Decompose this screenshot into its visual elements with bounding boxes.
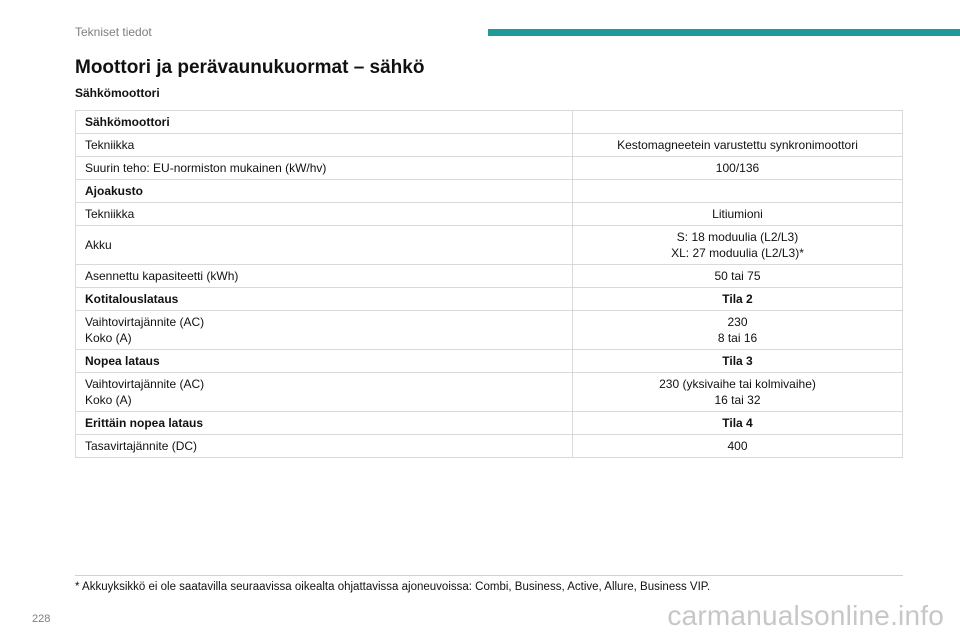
table-cell-value — [573, 311, 903, 350]
table-cell-line: Vaihtovirtajännite (AC) — [85, 315, 205, 329]
table-cell-line: Asennettu kapasiteetti (kWh) — [85, 269, 239, 283]
table-row — [76, 311, 903, 350]
footnote: * Akkuyksikkö ei ole saatavilla seuraavissa oikealta ohjattavissa ajoneuvoissa: Combi, Business, Active, Allure, Business VIP. — [75, 581, 711, 593]
table-cell-line: Vaihtovirtajännite (AC) — [85, 377, 205, 391]
table-cell-line: Tila 4 — [722, 416, 753, 430]
table-cell-line: Ajoakusto — [85, 184, 144, 198]
table-cell-line: Litiumioni — [712, 207, 763, 221]
footnote-divider — [75, 575, 903, 576]
running-header: Tekniset tiedot — [75, 25, 152, 39]
section-title: Sähkömoottori — [75, 86, 160, 100]
table-cell-value — [573, 180, 903, 203]
table-cell-line: 8 tai 16 — [717, 331, 758, 345]
table-cell-value — [573, 350, 903, 373]
table-section-row — [76, 412, 903, 435]
page-number: 228 — [32, 613, 51, 625]
table-cell-line: S: 18 moduulia (L2/L3) — [676, 230, 799, 244]
table-cell-value — [573, 265, 903, 288]
table-cell-value — [573, 111, 903, 134]
table-cell-label — [76, 203, 573, 226]
table-cell-value — [573, 435, 903, 458]
table-cell-line: Nopea lataus — [85, 354, 160, 368]
table-cell-line: Suurin teho: EU-normiston mukainen (kW/hv) — [85, 161, 327, 175]
table-cell-label — [76, 373, 573, 412]
header-accent-bar — [488, 29, 960, 36]
table-row — [76, 435, 903, 458]
table-cell-line: Koko (A) — [85, 393, 132, 407]
table-cell-line: Erittäin nopea lataus — [85, 416, 204, 430]
table-cell-line: Sähkömoottori — [85, 115, 170, 129]
table-row — [76, 373, 903, 412]
table-row — [76, 157, 903, 180]
table-cell-line: Akku — [85, 238, 112, 252]
table-cell-line: Tekniikka — [85, 207, 135, 221]
table-cell-line: 100/136 — [715, 161, 760, 175]
table-row — [76, 226, 903, 265]
table-cell-line: Koko (A) — [85, 331, 132, 345]
table-section-row — [76, 350, 903, 373]
table-row — [76, 203, 903, 226]
table-cell-label — [76, 350, 573, 373]
table-cell-label — [76, 435, 573, 458]
table-cell-line: XL: 27 moduulia (L2/L3)* — [671, 246, 804, 260]
table-cell-line: 230 (yksivaihe tai kolmivaihe) — [659, 377, 816, 391]
table-cell-label — [76, 180, 573, 203]
table-cell-line: 230 — [727, 315, 748, 329]
table-cell-value — [573, 373, 903, 412]
watermark: carmanualsonline.info — [667, 600, 944, 631]
table-cell-value — [573, 157, 903, 180]
table-cell-value — [573, 412, 903, 435]
table-cell-line: Kestomagneetein varustettu synkronimoottori — [617, 138, 858, 152]
table-cell-line: Tekniikka — [85, 138, 135, 152]
table-cell-label — [76, 157, 573, 180]
page-title: Moottori ja perävaunukuormat – sähkö — [75, 57, 425, 78]
table-section-row — [76, 180, 903, 203]
table-cell-label — [76, 111, 573, 134]
table-section-row — [76, 288, 903, 311]
table-cell-label — [76, 288, 573, 311]
table-cell-value — [573, 226, 903, 265]
table-cell-line: 400 — [727, 439, 748, 453]
table-cell-line: Tasavirtajännite (DC) — [85, 439, 198, 453]
table-cell-line: Kotitalouslataus — [85, 292, 179, 306]
spec-table-body — [76, 111, 903, 458]
table-cell-line: 50 tai 75 — [714, 269, 761, 283]
table-cell-label — [76, 265, 573, 288]
table-cell-label — [76, 226, 573, 265]
table-cell-label — [76, 311, 573, 350]
table-row — [76, 265, 903, 288]
table-cell-value — [573, 134, 903, 157]
table-section-row — [76, 111, 903, 134]
table-cell-value — [573, 288, 903, 311]
table-cell-line: Tila 3 — [722, 354, 753, 368]
table-cell-value — [573, 203, 903, 226]
table-cell-line: Tila 2 — [722, 292, 753, 306]
table-cell-label — [76, 134, 573, 157]
table-cell-label — [76, 412, 573, 435]
table-cell-line: 16 tai 32 — [714, 393, 761, 407]
table-row — [76, 134, 903, 157]
spec-table — [75, 110, 903, 458]
